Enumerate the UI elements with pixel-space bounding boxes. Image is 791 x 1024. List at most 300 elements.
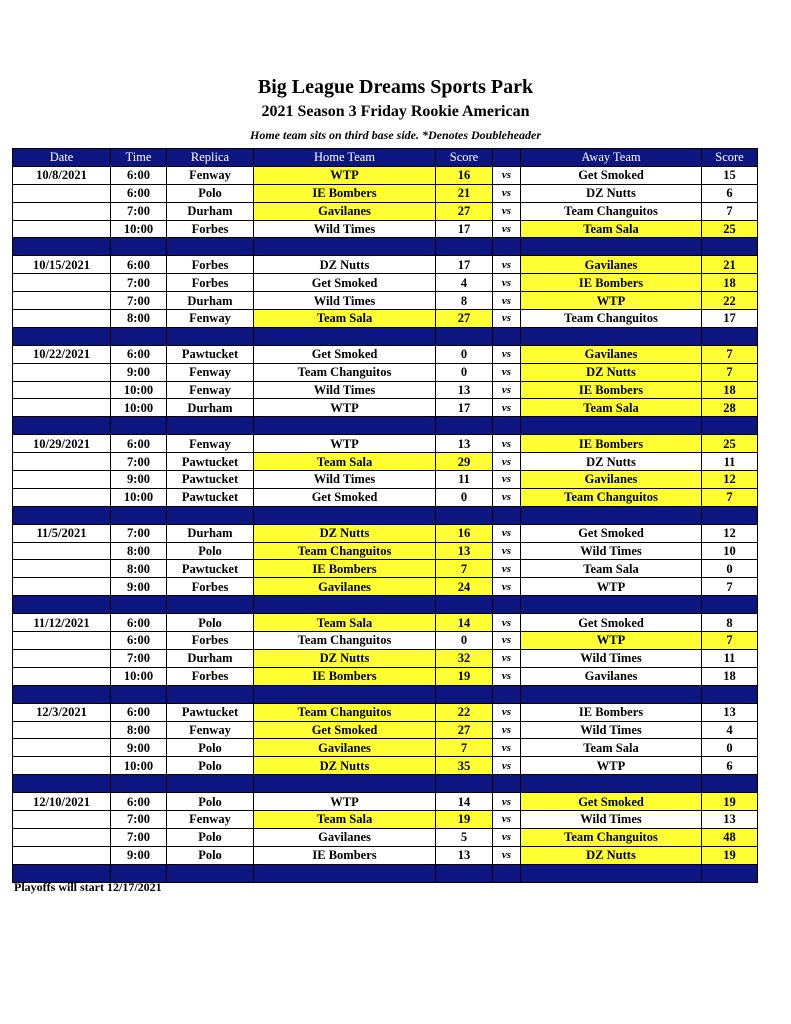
time-cell: 6:00 [111, 793, 167, 811]
time-cell: 8:00 [111, 542, 167, 560]
replica-cell: Durham [167, 649, 254, 667]
home-score-cell: 5 [436, 828, 493, 846]
week-separator [13, 238, 758, 256]
home-team-cell: WTP [254, 399, 436, 417]
time-cell: 9:00 [111, 846, 167, 864]
vs-cell: vs [493, 488, 521, 506]
time-cell: 9:00 [111, 471, 167, 489]
table-row [13, 810, 758, 828]
away-score-cell: 7 [702, 202, 758, 220]
away-team-cell: Get Smoked [521, 166, 702, 184]
home-score-cell: 17 [436, 399, 493, 417]
away-score-cell: 25 [702, 435, 758, 453]
away-score-cell: 7 [702, 363, 758, 381]
table-row [13, 453, 758, 471]
vs-cell: vs [493, 220, 521, 238]
date-cell [13, 220, 111, 238]
vs-cell: vs [493, 274, 521, 292]
table-row [13, 310, 758, 328]
away-score-cell: 25 [702, 220, 758, 238]
away-team-cell: IE Bombers [521, 381, 702, 399]
away-score-cell: 18 [702, 381, 758, 399]
replica-cell: Polo [167, 757, 254, 775]
table-row [13, 560, 758, 578]
table-row [13, 721, 758, 739]
col-header-away-team: Away Team [521, 149, 702, 167]
table-row [13, 542, 758, 560]
separator-cell [702, 596, 758, 614]
away-team-cell: Gavilanes [521, 471, 702, 489]
away-score-cell: 6 [702, 184, 758, 202]
separator-cell [493, 596, 521, 614]
home-team-cell: Team Sala [254, 453, 436, 471]
home-team-cell: Gavilanes [254, 578, 436, 596]
table-row [13, 649, 758, 667]
separator-cell [702, 238, 758, 256]
separator-cell [521, 685, 702, 703]
separator-cell [254, 238, 436, 256]
away-team-cell: Team Changuitos [521, 310, 702, 328]
separator-cell [13, 327, 111, 345]
separator-cell [13, 596, 111, 614]
away-score-cell: 11 [702, 649, 758, 667]
home-team-cell: Team Sala [254, 310, 436, 328]
col-header-time: Time [111, 149, 167, 167]
vs-cell: vs [493, 560, 521, 578]
separator-cell [493, 864, 521, 882]
home-team-cell: DZ Nutts [254, 524, 436, 542]
vs-cell: vs [493, 471, 521, 489]
date-cell [13, 757, 111, 775]
home-team-cell: Wild Times [254, 471, 436, 489]
home-team-cell: IE Bombers [254, 667, 436, 685]
away-team-cell: Wild Times [521, 649, 702, 667]
separator-cell [521, 327, 702, 345]
home-score-cell: 0 [436, 488, 493, 506]
table-row [13, 202, 758, 220]
playoffs-note: Playoffs will start 12/17/2021 [14, 880, 162, 894]
home-score-cell: 16 [436, 166, 493, 184]
separator-cell [436, 775, 493, 793]
away-score-cell: 13 [702, 703, 758, 721]
vs-cell: vs [493, 363, 521, 381]
home-team-cell: Wild Times [254, 292, 436, 310]
separator-cell [493, 506, 521, 524]
table-row [13, 184, 758, 202]
separator-cell [521, 596, 702, 614]
separator-cell [702, 685, 758, 703]
home-team-cell: DZ Nutts [254, 256, 436, 274]
away-team-cell: WTP [521, 578, 702, 596]
separator-cell [254, 685, 436, 703]
date-cell [13, 184, 111, 202]
table-row [13, 220, 758, 238]
table-row [13, 793, 758, 811]
away-score-cell: 0 [702, 560, 758, 578]
date-cell: 12/10/2021 [13, 793, 111, 811]
away-team-cell: Team Changuitos [521, 828, 702, 846]
table-row [13, 345, 758, 363]
home-team-cell: Gavilanes [254, 828, 436, 846]
away-score-cell: 10 [702, 542, 758, 560]
home-team-cell: Wild Times [254, 381, 436, 399]
col-header-vs [493, 149, 521, 167]
vs-cell: vs [493, 542, 521, 560]
away-score-cell: 8 [702, 614, 758, 632]
home-score-cell: 13 [436, 846, 493, 864]
away-score-cell: 22 [702, 292, 758, 310]
home-score-cell: 27 [436, 202, 493, 220]
away-team-cell: Get Smoked [521, 524, 702, 542]
date-cell [13, 471, 111, 489]
table-row [13, 363, 758, 381]
date-cell [13, 739, 111, 757]
separator-cell [521, 506, 702, 524]
separator-cell [702, 775, 758, 793]
replica-cell: Fenway [167, 810, 254, 828]
separator-cell [111, 775, 167, 793]
home-team-cell: Team Changuitos [254, 363, 436, 381]
separator-cell [167, 596, 254, 614]
home-score-cell: 22 [436, 703, 493, 721]
date-cell [13, 542, 111, 560]
home-score-cell: 27 [436, 721, 493, 739]
separator-cell [13, 417, 111, 435]
away-score-cell: 6 [702, 757, 758, 775]
away-team-cell: Gavilanes [521, 256, 702, 274]
home-team-cell: DZ Nutts [254, 757, 436, 775]
home-team-cell: Gavilanes [254, 739, 436, 757]
time-cell: 6:00 [111, 703, 167, 721]
home-score-cell: 32 [436, 649, 493, 667]
home-score-cell: 11 [436, 471, 493, 489]
away-score-cell: 48 [702, 828, 758, 846]
time-cell: 8:00 [111, 310, 167, 328]
away-team-cell: Gavilanes [521, 345, 702, 363]
away-team-cell: Wild Times [521, 542, 702, 560]
separator-cell [13, 506, 111, 524]
separator-cell [521, 417, 702, 435]
separator-cell [254, 864, 436, 882]
table-row [13, 757, 758, 775]
table-row [13, 399, 758, 417]
away-team-cell: IE Bombers [521, 703, 702, 721]
date-cell [13, 488, 111, 506]
col-header-home-team: Home Team [254, 149, 436, 167]
time-cell: 6:00 [111, 256, 167, 274]
replica-cell: Pawtucket [167, 453, 254, 471]
replica-cell: Polo [167, 542, 254, 560]
home-score-cell: 0 [436, 632, 493, 650]
col-header-home-score: Score [436, 149, 493, 167]
table-row [13, 739, 758, 757]
time-cell: 8:00 [111, 721, 167, 739]
time-cell: 10:00 [111, 220, 167, 238]
away-team-cell: Wild Times [521, 721, 702, 739]
separator-cell [111, 685, 167, 703]
table-row [13, 632, 758, 650]
away-score-cell: 7 [702, 488, 758, 506]
date-cell [13, 828, 111, 846]
away-score-cell: 7 [702, 632, 758, 650]
schedule-table [12, 148, 758, 883]
page-subtitle: 2021 Season 3 Friday Rookie American [261, 103, 530, 120]
vs-cell: vs [493, 721, 521, 739]
week-separator [13, 506, 758, 524]
home-team-cell: Gavilanes [254, 202, 436, 220]
vs-cell: vs [493, 166, 521, 184]
separator-cell [436, 327, 493, 345]
replica-cell: Fenway [167, 166, 254, 184]
date-cell [13, 846, 111, 864]
time-cell: 7:00 [111, 453, 167, 471]
home-team-cell: WTP [254, 793, 436, 811]
away-score-cell: 15 [702, 166, 758, 184]
away-team-cell: WTP [521, 757, 702, 775]
away-team-cell: Team Sala [521, 560, 702, 578]
separator-cell [13, 685, 111, 703]
vs-cell: vs [493, 667, 521, 685]
separator-cell [111, 327, 167, 345]
replica-cell: Fenway [167, 310, 254, 328]
home-team-cell: Get Smoked [254, 488, 436, 506]
vs-cell: vs [493, 810, 521, 828]
home-team-cell: IE Bombers [254, 846, 436, 864]
table-row [13, 381, 758, 399]
away-score-cell: 7 [702, 578, 758, 596]
week-separator [13, 596, 758, 614]
vs-cell: vs [493, 703, 521, 721]
date-cell [13, 453, 111, 471]
vs-cell: vs [493, 793, 521, 811]
date-cell [13, 810, 111, 828]
home-score-cell: 13 [436, 542, 493, 560]
away-team-cell: DZ Nutts [521, 453, 702, 471]
date-cell [13, 310, 111, 328]
home-team-cell: Get Smoked [254, 345, 436, 363]
away-score-cell: 17 [702, 310, 758, 328]
replica-cell: Pawtucket [167, 560, 254, 578]
away-score-cell: 13 [702, 810, 758, 828]
separator-cell [493, 417, 521, 435]
time-cell: 6:00 [111, 632, 167, 650]
home-team-cell: Get Smoked [254, 274, 436, 292]
home-team-cell: IE Bombers [254, 560, 436, 578]
home-score-cell: 21 [436, 184, 493, 202]
date-cell [13, 363, 111, 381]
home-score-cell: 19 [436, 810, 493, 828]
time-cell: 10:00 [111, 488, 167, 506]
time-cell: 10:00 [111, 381, 167, 399]
date-cell [13, 399, 111, 417]
replica-cell: Forbes [167, 667, 254, 685]
replica-cell: Polo [167, 793, 254, 811]
separator-cell [436, 685, 493, 703]
schedule-body [13, 166, 758, 882]
away-score-cell: 4 [702, 721, 758, 739]
home-team-cell: Team Changuitos [254, 542, 436, 560]
away-score-cell: 11 [702, 453, 758, 471]
separator-cell [254, 596, 436, 614]
home-team-cell: Wild Times [254, 220, 436, 238]
away-team-cell: Get Smoked [521, 793, 702, 811]
home-score-cell: 8 [436, 292, 493, 310]
home-team-cell: Team Changuitos [254, 703, 436, 721]
away-score-cell: 19 [702, 846, 758, 864]
home-score-cell: 27 [436, 310, 493, 328]
time-cell: 7:00 [111, 649, 167, 667]
separator-cell [111, 417, 167, 435]
week-separator [13, 775, 758, 793]
time-cell: 6:00 [111, 166, 167, 184]
home-score-cell: 4 [436, 274, 493, 292]
away-score-cell: 18 [702, 667, 758, 685]
header-row [13, 149, 758, 167]
home-score-cell: 16 [436, 524, 493, 542]
replica-cell: Fenway [167, 721, 254, 739]
vs-cell: vs [493, 310, 521, 328]
time-cell: 8:00 [111, 560, 167, 578]
home-score-cell: 19 [436, 667, 493, 685]
separator-cell [521, 775, 702, 793]
home-score-cell: 17 [436, 220, 493, 238]
time-cell: 6:00 [111, 435, 167, 453]
replica-cell: Polo [167, 846, 254, 864]
separator-cell [702, 327, 758, 345]
separator-cell [702, 417, 758, 435]
away-team-cell: Get Smoked [521, 614, 702, 632]
date-cell: 10/29/2021 [13, 435, 111, 453]
table-row [13, 578, 758, 596]
separator-cell [436, 238, 493, 256]
replica-cell: Forbes [167, 274, 254, 292]
date-cell: 10/15/2021 [13, 256, 111, 274]
time-cell: 7:00 [111, 828, 167, 846]
replica-cell: Forbes [167, 220, 254, 238]
date-cell: 12/3/2021 [13, 703, 111, 721]
table-row [13, 292, 758, 310]
replica-cell: Polo [167, 184, 254, 202]
replica-cell: Pawtucket [167, 703, 254, 721]
vs-cell: vs [493, 632, 521, 650]
vs-cell: vs [493, 846, 521, 864]
vs-cell: vs [493, 757, 521, 775]
replica-cell: Polo [167, 614, 254, 632]
home-team-cell: WTP [254, 435, 436, 453]
col-header-date: Date [13, 149, 111, 167]
time-cell: 7:00 [111, 202, 167, 220]
away-team-cell: IE Bombers [521, 274, 702, 292]
separator-cell [167, 238, 254, 256]
time-cell: 10:00 [111, 757, 167, 775]
away-team-cell: Team Sala [521, 399, 702, 417]
table-row [13, 828, 758, 846]
table-row [13, 667, 758, 685]
replica-cell: Forbes [167, 256, 254, 274]
replica-cell: Polo [167, 739, 254, 757]
separator-cell [493, 238, 521, 256]
home-team-cell: IE Bombers [254, 184, 436, 202]
away-score-cell: 19 [702, 793, 758, 811]
separator-cell [521, 864, 702, 882]
date-cell: 11/5/2021 [13, 524, 111, 542]
separator-cell [436, 506, 493, 524]
vs-cell: vs [493, 435, 521, 453]
week-separator [13, 417, 758, 435]
table-row [13, 166, 758, 184]
date-cell [13, 560, 111, 578]
separator-cell [13, 238, 111, 256]
separator-cell [167, 327, 254, 345]
away-score-cell: 21 [702, 256, 758, 274]
vs-cell: vs [493, 578, 521, 596]
home-score-cell: 13 [436, 381, 493, 399]
vs-cell: vs [493, 614, 521, 632]
week-separator [13, 327, 758, 345]
replica-cell: Polo [167, 828, 254, 846]
separator-cell [111, 238, 167, 256]
away-team-cell: Team Changuitos [521, 202, 702, 220]
time-cell: 6:00 [111, 614, 167, 632]
date-cell [13, 578, 111, 596]
separator-cell [521, 238, 702, 256]
table-row [13, 846, 758, 864]
separator-cell [13, 775, 111, 793]
replica-cell: Pawtucket [167, 471, 254, 489]
time-cell: 6:00 [111, 345, 167, 363]
replica-cell: Forbes [167, 632, 254, 650]
separator-cell [493, 775, 521, 793]
time-cell: 10:00 [111, 667, 167, 685]
time-cell: 7:00 [111, 810, 167, 828]
separator-cell [167, 417, 254, 435]
vs-cell: vs [493, 739, 521, 757]
vs-cell: vs [493, 524, 521, 542]
away-team-cell: Team Sala [521, 220, 702, 238]
away-score-cell: 12 [702, 524, 758, 542]
table-row [13, 524, 758, 542]
away-team-cell: Gavilanes [521, 667, 702, 685]
home-score-cell: 29 [436, 453, 493, 471]
page-title: Big League Dreams Sports Park [257, 76, 534, 98]
time-cell: 9:00 [111, 578, 167, 596]
home-score-cell: 35 [436, 757, 493, 775]
away-score-cell: 18 [702, 274, 758, 292]
date-cell [13, 292, 111, 310]
separator-cell [254, 417, 436, 435]
separator-cell [702, 864, 758, 882]
vs-cell: vs [493, 399, 521, 417]
table-row [13, 435, 758, 453]
vs-cell: vs [493, 453, 521, 471]
home-score-cell: 13 [436, 435, 493, 453]
away-team-cell: WTP [521, 632, 702, 650]
table-row [13, 256, 758, 274]
date-cell [13, 667, 111, 685]
separator-cell [702, 506, 758, 524]
home-team-cell: DZ Nutts [254, 649, 436, 667]
home-team-cell: Get Smoked [254, 721, 436, 739]
vs-cell: vs [493, 202, 521, 220]
home-score-cell: 14 [436, 793, 493, 811]
date-cell [13, 381, 111, 399]
date-cell [13, 274, 111, 292]
separator-cell [111, 506, 167, 524]
vs-cell: vs [493, 381, 521, 399]
time-cell: 10:00 [111, 399, 167, 417]
away-team-cell: Team Sala [521, 739, 702, 757]
separator-cell [493, 685, 521, 703]
